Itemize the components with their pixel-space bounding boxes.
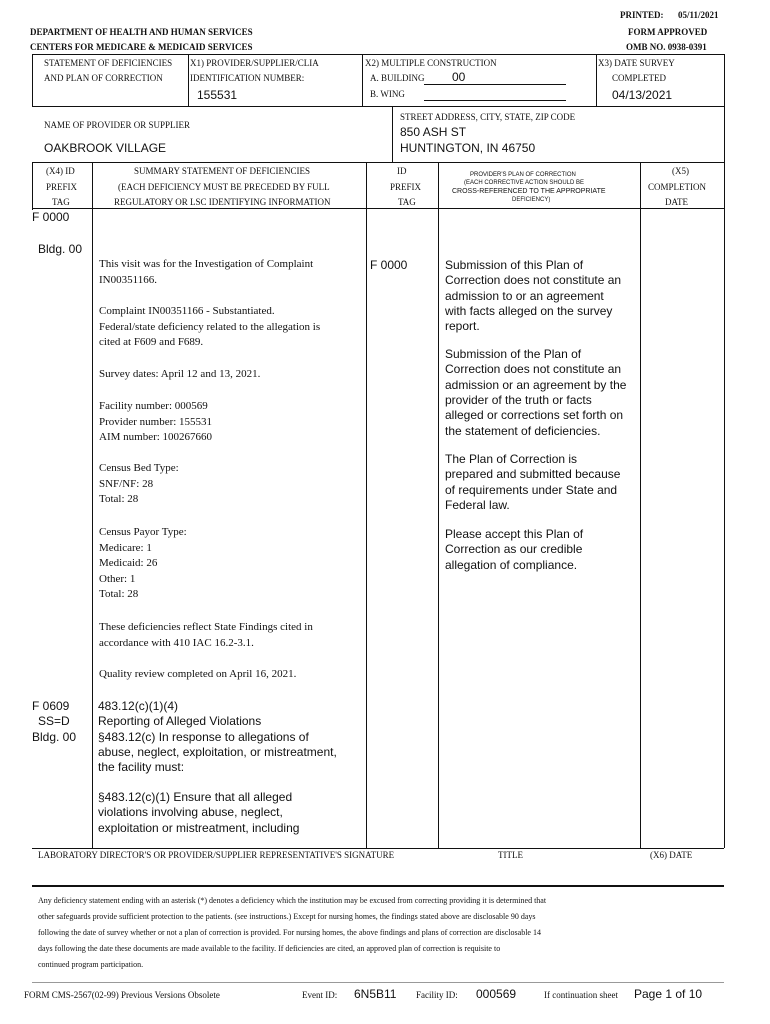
street-line-1: 850 ASH ST <box>400 125 467 139</box>
form-approved: FORM APPROVED <box>628 27 708 37</box>
summary-header-1: SUMMARY STATEMENT OF DEFICIENCIES <box>134 166 311 176</box>
x6-date-label: (X6) DATE <box>650 850 693 860</box>
id-header-1: ID <box>397 166 407 176</box>
building-underline <box>424 84 566 85</box>
box-bottom-border <box>32 106 724 107</box>
disclaimer-line: other safeguards provide sufficient protection to the patients. (see instructions.) Except for nursing homes, the findings stated above are disclosable 90 days <box>38 912 536 921</box>
facility-id-value: 000569 <box>476 987 517 1001</box>
f0609-line: violations involving abuse, neglect, <box>98 805 283 820</box>
centers-title: CENTERS FOR MEDICARE & MEDICAID SERVICES <box>30 42 253 52</box>
page-number: Page 1 of 10 <box>634 987 703 1001</box>
f0609-line: §483.12(c)(1) Ensure that all alleged <box>98 790 293 804</box>
summary-line: Quality review completed on April 16, 2021. <box>99 668 297 680</box>
form-number: FORM CMS-2567(02-99) Previous Versions Obsolete <box>24 990 220 1000</box>
plan-line: Federal law. <box>445 497 510 512</box>
summary-line: Census Bed Type: <box>99 462 179 474</box>
summary-line: Facility number: 000569 <box>99 400 208 412</box>
summary-line: Survey dates: April 12 and 13, 2021. <box>99 368 261 380</box>
provider-name-value: OAKBROOK VILLAGE <box>44 141 167 155</box>
box-divider-1 <box>188 54 189 106</box>
x5-header-2: COMPLETION <box>648 182 706 192</box>
x3-label-2: COMPLETED <box>612 73 666 83</box>
printed-label: PRINTED: <box>620 10 664 20</box>
disclaimer-line: continued program participation. <box>38 960 144 969</box>
f0609-line: the facility must: <box>98 760 185 775</box>
summary-line: AIM number: 100267660 <box>99 431 213 443</box>
summary-line: Medicaid: 26 <box>99 557 158 569</box>
signature-label: LABORATORY DIRECTOR'S OR PROVIDER/SUPPLIER REPRESENTATIVE'S SIGNATURE <box>38 850 395 860</box>
f0609-line: exploitation or mistreatment, including <box>98 820 300 835</box>
continuation-label: If continuation sheet <box>544 990 618 1000</box>
plan-line: allegation of compliance. <box>445 557 578 572</box>
x4-header-2: PREFIX <box>46 182 78 192</box>
x1-label-1: X1) PROVIDER/SUPPLIER/CLIA <box>190 58 319 68</box>
omb-number: OMB NO. 0938-0391 <box>626 42 707 52</box>
printed-date: 05/11/2021 <box>678 10 719 20</box>
disclaimer-line: following the date of survey whether or not a plan of correction is provided. For nursing homes, the above findings and plans of correction are disclosable 14 <box>38 928 541 937</box>
prefix-tag-f0609: F 0609 <box>32 699 70 713</box>
statement-label-1: STATEMENT OF DEFICIENCIES <box>44 58 173 68</box>
prefix-tag-f0000: F 0000 <box>32 210 70 224</box>
x3-label-1: X3) DATE SURVEY <box>598 58 675 68</box>
id-prefix-tag-f0000: F 0000 <box>370 258 408 272</box>
box-divider-2 <box>362 54 363 106</box>
plan-line: admission or an agreement by the <box>445 377 627 392</box>
id-header-3: TAG <box>398 197 416 207</box>
facility-id-label: Facility ID: <box>416 990 458 1000</box>
title-label: TITLE <box>498 850 523 860</box>
summary-line: Census Payor Type: <box>99 526 187 538</box>
plan-header-3: CROSS-REFERENCED TO THE APPROPRIATE <box>452 188 606 195</box>
col-right-border <box>724 162 725 848</box>
disclaimer-line: days following the date these documents are made available to the facility. If deficiencies are cited, an approved plan of correction is requisite to <box>38 944 501 953</box>
x5-header-3: DATE <box>665 197 688 207</box>
plan-line: the statement of deficiencies. <box>445 423 601 438</box>
summary-line: Provider number: 155531 <box>99 415 213 428</box>
plan-line: with facts alleged on the survey <box>445 303 613 318</box>
statement-label-2: AND PLAN OF CORRECTION <box>44 73 163 83</box>
building-tag-2: Bldg. 00 <box>32 730 77 744</box>
plan-line: Correction does not constitute an <box>445 362 622 377</box>
provider-divider <box>392 106 393 162</box>
building-tag-1: Bldg. 00 <box>38 242 83 256</box>
header-bottom-border <box>32 208 724 209</box>
disclaimer-line: Any deficiency statement ending with an asterisk (*) denotes a deficiency which the institution may be excused from correcting providing it is determined that <box>38 896 547 905</box>
plan-header-2: (EACH CORRECTIVE ACTION SHOULD BE <box>464 180 585 186</box>
id-header-2: PREFIX <box>390 182 422 192</box>
plan-line: Correction does not constitute an <box>445 273 622 288</box>
wing-label: B. WING <box>370 89 405 99</box>
building-label: A. BUILDING <box>370 73 425 83</box>
building-value: 00 <box>452 70 466 84</box>
f0609-line: Reporting of Alleged Violations <box>98 714 262 729</box>
summary-line: Total: 28 <box>99 588 139 600</box>
summary-line: Federal/state deficiency related to the allegation is <box>99 320 321 333</box>
x2-label-1: X2) MULTIPLE CONSTRUCTION <box>365 58 497 68</box>
street-label: STREET ADDRESS, CITY, STATE, ZIP CODE <box>400 112 576 122</box>
plan-line: Correction as our credible <box>445 542 583 557</box>
box-left-border <box>32 54 33 106</box>
summary-line: cited at F609 and F689. <box>99 336 204 348</box>
footer-rule <box>32 982 724 983</box>
provider-id-value: 155531 <box>197 88 238 102</box>
department-title: DEPARTMENT OF HEALTH AND HUMAN SERVICES <box>30 27 253 37</box>
provider-bottom-border <box>32 162 724 163</box>
x5-header-1: (X5) <box>672 166 689 176</box>
x1-label-2: IDENTIFICATION NUMBER: <box>190 73 305 83</box>
col-divider-plan <box>640 162 641 848</box>
scope-severity: SS=D <box>38 714 70 728</box>
wing-underline <box>424 100 566 101</box>
summary-line: This visit was for the Investigation of Complaint <box>99 258 314 270</box>
signature-rule <box>32 885 724 887</box>
box-divider-3 <box>596 54 597 106</box>
summary-header-3: REGULATORY OR LSC IDENTIFYING INFORMATION <box>114 197 331 207</box>
summary-line: accordance with 410 IAC 16.2-3.1. <box>99 636 254 649</box>
f0609-line: 483.12(c)(1)(4) <box>98 699 179 713</box>
plan-line: admission to or an agreement <box>445 288 604 303</box>
plan-line: of requirements under State and <box>445 482 618 497</box>
street-line-2: HUNTINGTON, IN 46750 <box>400 141 536 155</box>
col-divider-prefix <box>92 162 93 848</box>
summary-line: SNF/NF: 28 <box>99 477 154 490</box>
col-divider-summary <box>366 162 367 848</box>
summary-line: Complaint IN00351166 - Substantiated. <box>99 305 275 317</box>
summary-line: These deficiencies reflect State Findings cited in <box>99 621 313 633</box>
plan-header-4: DEFICIENCY) <box>512 197 551 203</box>
provider-name-label: NAME OF PROVIDER OR SUPPLIER <box>44 120 191 130</box>
plan-line: The Plan of Correction is <box>445 452 578 466</box>
plan-line: report. <box>445 319 480 334</box>
x4-header-1: (X4) ID <box>46 166 75 176</box>
plan-line: prepared and submitted because <box>445 467 621 482</box>
plan-line: alleged or corrections set forth on <box>445 408 624 423</box>
summary-line: Total: 28 <box>99 493 139 505</box>
top-border <box>32 54 724 55</box>
event-id-label: Event ID: <box>302 990 338 1000</box>
event-id-value: 6N5B11 <box>354 987 397 1001</box>
summary-header-2: (EACH DEFICIENCY MUST BE PRECEDED BY FULL <box>118 182 330 192</box>
col-divider-id <box>438 162 439 848</box>
plan-line: Submission of the Plan of <box>445 347 582 361</box>
f0609-line: §483.12(c) In response to allegations of <box>98 729 309 744</box>
f0609-line: abuse, neglect, exploitation, or mistreatment, <box>98 744 337 759</box>
summary-line: Other: 1 <box>99 572 136 585</box>
plan-line: provider of the truth or facts <box>445 392 592 407</box>
plan-line: Submission of this Plan of <box>445 258 584 272</box>
survey-completed-date: 04/13/2021 <box>612 88 673 102</box>
summary-line: Medicare: 1 <box>99 541 152 554</box>
plan-line: Please accept this Plan of <box>445 527 584 541</box>
col-left-border <box>32 162 33 210</box>
summary-line: IN00351166. <box>99 273 157 286</box>
x4-header-3: TAG <box>52 197 70 207</box>
table-bottom-border <box>32 848 724 849</box>
plan-header-1: PROVIDER'S PLAN OF CORRECTION <box>470 172 576 178</box>
